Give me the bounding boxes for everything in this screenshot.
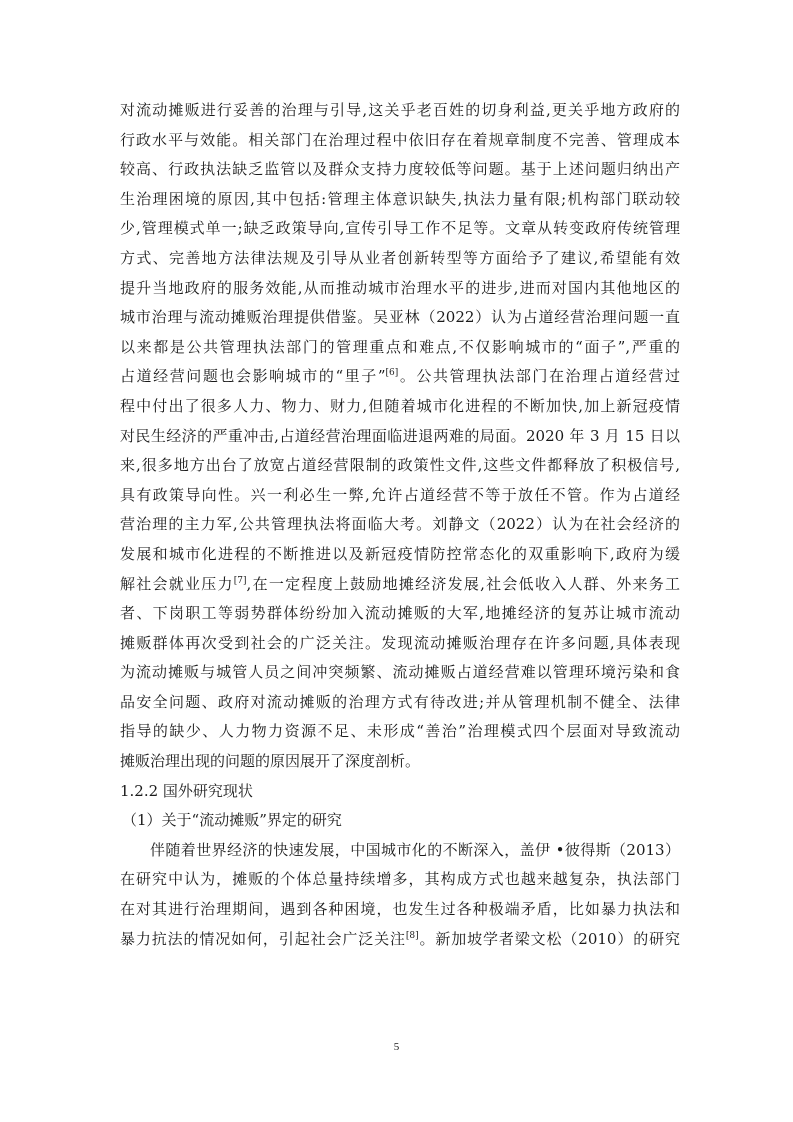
text-line: 解社会就业压力[7],在一定程度上鼓励地摊经济发展,社会低收入人群、外来务工 bbox=[120, 574, 680, 593]
text-line: 摊贩治理出现的问题的原因展开了深度剖析。 bbox=[120, 752, 421, 771]
text-line: 城市治理与流动摊贩治理提供借鉴。吴亚林（2022）认为占道经营治理问题一直 bbox=[120, 308, 680, 327]
text-line: 为流动摊贩与城管人员之间冲突频繁、流动摊贩占道经营难以管理环境污染和食 bbox=[120, 663, 680, 682]
text-line: 来,很多地方出台了放宽占道经营限制的政策性文件,这些文件都释放了积极信号, bbox=[120, 456, 680, 475]
citation-marker: [8] bbox=[405, 930, 419, 941]
text-line: 对流动摊贩进行妥善的治理与引导,这关乎老百姓的切身利益,更关乎地方政府的 bbox=[120, 101, 680, 119]
text-line: 行政水平与效能。相关部门在治理过程中依旧存在着规章制度不完善、管理成本 bbox=[120, 130, 680, 149]
citation-marker: [6] bbox=[385, 368, 399, 379]
document-page bbox=[120, 96, 680, 954]
text-line: 发展和城市化进程的不断推进以及新冠疫情防控常态化的双重影响下,政府为缓 bbox=[120, 544, 680, 563]
text-line: 指导的缺少、人力物力资源不足、未形成“善治”治理模式四个层面对导致流动 bbox=[120, 722, 680, 741]
text-line: 以来都是公共管理执法部门的管理重点和难点,不仅影响城市的“面子”,严重的 bbox=[120, 337, 680, 356]
text-line: 生治理困境的原因,其中包括:管理主体意识缺失,执法力量有限;机构部门联动较 bbox=[120, 189, 680, 208]
citation-marker: [7] bbox=[233, 575, 247, 586]
text-line: 具有政策导向性。兴一利必生一弊,允许占道经营不等于放任不管。作为占道经 bbox=[120, 485, 680, 504]
paragraph-domestic-research bbox=[120, 96, 680, 777]
text-line: 对民生经济的严重冲击,占道经营治理面临进退两难的局面。2020 年 3 月 15 日以 bbox=[120, 426, 680, 445]
text-line: 在研究中认为，摊贩的个体总量持续增多，其构成方式也越来越复杂，执法部门 bbox=[120, 870, 680, 889]
text-line: 较高、行政执法缺乏监管以及群众支持力度较低等问题。基于上述问题归纳出产 bbox=[120, 160, 680, 179]
text-line: 者、下岗职工等弱势群体纷纷加入流动摊贩的大军,地摊经济的复苏让城市流动 bbox=[120, 604, 680, 623]
text-line: 营治理的主力军,公共管理执法将面临大考。刘静文（2022）认为在社会经济的 bbox=[120, 515, 680, 534]
text-line: 品安全问题、政府对流动摊贩的治理方式有待改进;并从管理机制不健全、法律 bbox=[120, 692, 680, 711]
text-line: 少,管理模式单一;缺乏政策导向,宣传引导工作不足等。文章从转变政府传统管理 bbox=[120, 219, 680, 238]
text-line: 伴随着世界经济的快速发展，中国城市化的不断深入，盖伊 •彼得斯（2013） bbox=[150, 840, 680, 859]
text-line: 在对其进行治理期间，遇到各种困境，也发生过各种极端矛盾，比如暴力执法和 bbox=[120, 900, 680, 919]
text-line: 提升当地政府的服务效能,从而推动城市治理水平的进步,进而对国内其他地区的 bbox=[120, 278, 680, 297]
page-number: 5 bbox=[393, 1041, 400, 1053]
paragraph-foreign-research bbox=[120, 836, 680, 954]
text-line: 方式、完善地方法律法规及引导从业者创新转型等方面给予了建议,希望能有效 bbox=[120, 248, 680, 267]
subsection-heading: （1）关于“流动摊贩”界定的研究 bbox=[122, 811, 342, 830]
text-line: 占道经营问题也会影响城市的“里子”[6]。公共管理执法部门在治理占道经营过 bbox=[120, 367, 680, 386]
text-line: 程中付出了很多人力、物力、财力,但随着城市化进程的不断加快,加上新冠疫情 bbox=[120, 396, 680, 415]
text-line: 摊贩群体再次受到社会的广泛关注。发现流动摊贩治理存在许多问题,具体表现 bbox=[120, 633, 680, 652]
section-heading: 1.2.2 国外研究现状 bbox=[120, 781, 253, 800]
text-line: 暴力抗法的情况如何，引起社会广泛关注[8]。新加坡学者梁文松（2010）的研究 bbox=[120, 929, 680, 948]
